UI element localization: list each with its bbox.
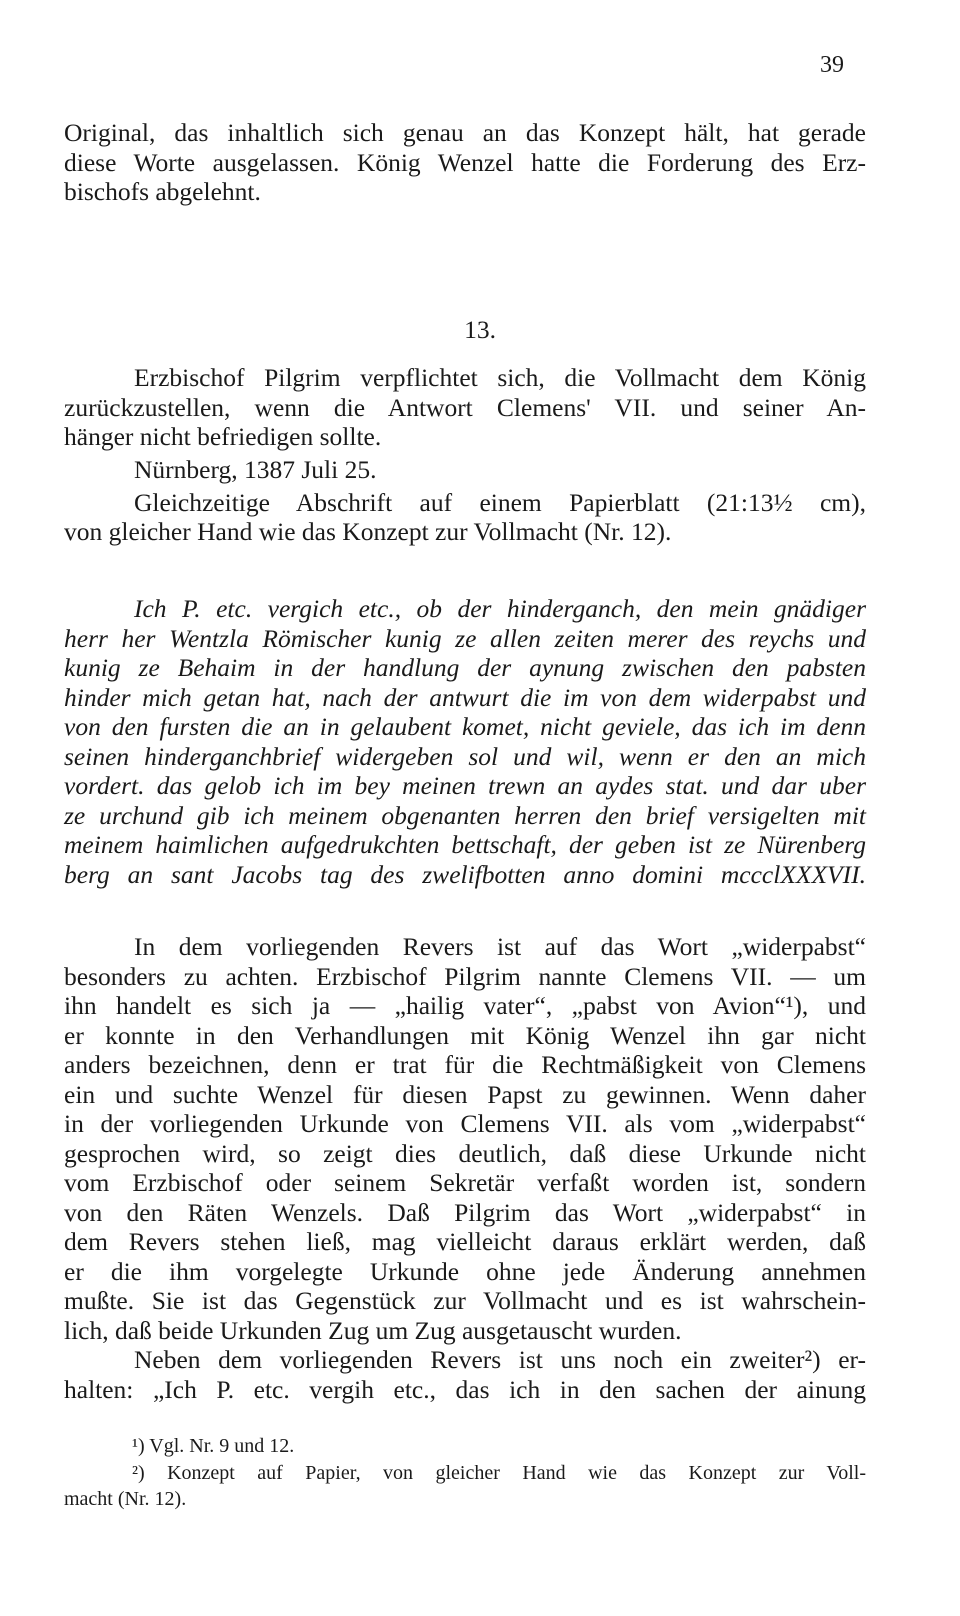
- transcript-line: Ich P. etc. vergich etc., ob der hinderganch, den mein gnädiger: [134, 594, 866, 623]
- body-line: anders bezeichnen, denn er trat für die Rechtmäßigkeit von Clemens: [64, 1050, 866, 1079]
- body-line: In dem vorliegenden Revers ist auf das Wort „widerpabst“: [134, 932, 866, 961]
- body-line: Neben dem vorliegenden Revers ist uns noch ein zweiter²) er-: [134, 1345, 866, 1374]
- source-line: von gleicher Hand wie das Konzept zur Vollmacht (Nr. 12).: [64, 517, 672, 546]
- transcript-line: meinem haimlichen aufgedrukchten bettschaft, der geben ist ze Nürenberg: [64, 830, 866, 859]
- intro-line: diese Worte ausgelassen. König Wenzel hatte die Forderung des Erz-: [64, 148, 866, 177]
- body-line: halten: „Ich P. etc. vergih etc., das ich in den sachen der ainung: [64, 1375, 866, 1404]
- footnote: ¹) Vgl. Nr. 9 und 12.: [132, 1435, 295, 1457]
- place-date: Nürnberg, 1387 Juli 25.: [134, 455, 377, 484]
- footnote: ²) Konzept auf Papier, von gleicher Hand wie das Konzept zur Voll-: [132, 1462, 866, 1484]
- transcript-line: von den fursten die an in gelaubent komet, nicht geviele, das ich im denn: [64, 712, 866, 741]
- transcript-line: vordert. das gelob ich im bey meinen trewn an aydes stat. und dar uber: [64, 771, 866, 800]
- body-line: dem Revers stehen ließ, mag vielleicht daraus erklärt werden, daß: [64, 1227, 866, 1256]
- body-line: von den Räten Wenzels. Daß Pilgrim das Wort „widerpabst“ in: [64, 1198, 866, 1227]
- body-line: ihn handelt es sich ja — „hailig vater“, „pabst von Avion“¹), und: [64, 991, 866, 1020]
- body-line: er die ihm vorgelegte Urkunde ohne jede Änderung annehmen: [64, 1257, 866, 1286]
- transcript-line: herr her Wentzla Römischer kunig ze allen zeiten merer des reychs und: [64, 624, 866, 653]
- document-number: 13.: [464, 315, 496, 344]
- body-line: ein und suchte Wenzel für diesen Papst zu gewinnen. Wenn daher: [64, 1080, 866, 1109]
- body-line: mußte. Sie ist das Gegenstück zur Vollmacht und es ist wahrschein-: [64, 1286, 866, 1315]
- body-line: besonders zu achten. Erzbischof Pilgrim nannte Clemens VII. — um: [64, 962, 866, 991]
- transcript-line: ze urchund gib ich meinem obgenanten herren den brief versigelten mit: [64, 801, 866, 830]
- transcript-line: seinen hinderganchbrief widergeben sol und wil, wenn er den an mich: [64, 742, 866, 771]
- body-line: vom Erzbischof oder seinem Sekretär verfaßt worden ist, sondern: [64, 1168, 866, 1197]
- summary-line: Erzbischof Pilgrim verpflichtet sich, die Vollmacht dem König: [134, 363, 866, 392]
- page-number: 39: [820, 52, 844, 78]
- body-line: er konnte in den Verhandlungen mit König Wenzel ihn gar nicht: [64, 1021, 866, 1050]
- footnote: macht (Nr. 12).: [64, 1488, 187, 1510]
- summary-line: hänger nicht befriedigen sollte.: [64, 422, 382, 451]
- intro-line: bischofs abgelehnt.: [64, 177, 261, 206]
- body-line: gesprochen wird, so zeigt dies deutlich, daß diese Urkunde nicht: [64, 1139, 866, 1168]
- transcript-line: hinder mich getan hat, nach der antwurt die im von dem widerpabst und: [64, 683, 866, 712]
- intro-line: Original, das inhaltlich sich genau an das Konzept hält, hat gerade: [64, 118, 866, 147]
- transcript-line: berg an sant Jacobs tag des zwelifbotten anno domini mccclXXXVII.: [64, 860, 866, 889]
- transcript-line: kunig ze Behaim in der handlung der aynung zwischen den pabsten: [64, 653, 866, 682]
- source-line: Gleichzeitige Abschrift auf einem Papierblatt (21:13½ cm),: [134, 488, 866, 517]
- summary-line: zurückzustellen, wenn die Antwort Clemens' VII. und seiner An-: [64, 393, 866, 422]
- body-line: in der vorliegenden Urkunde von Clemens VII. als vom „widerpabst“: [64, 1109, 866, 1138]
- body-line: lich, daß beide Urkunden Zug um Zug ausgetauscht wurden.: [64, 1316, 682, 1345]
